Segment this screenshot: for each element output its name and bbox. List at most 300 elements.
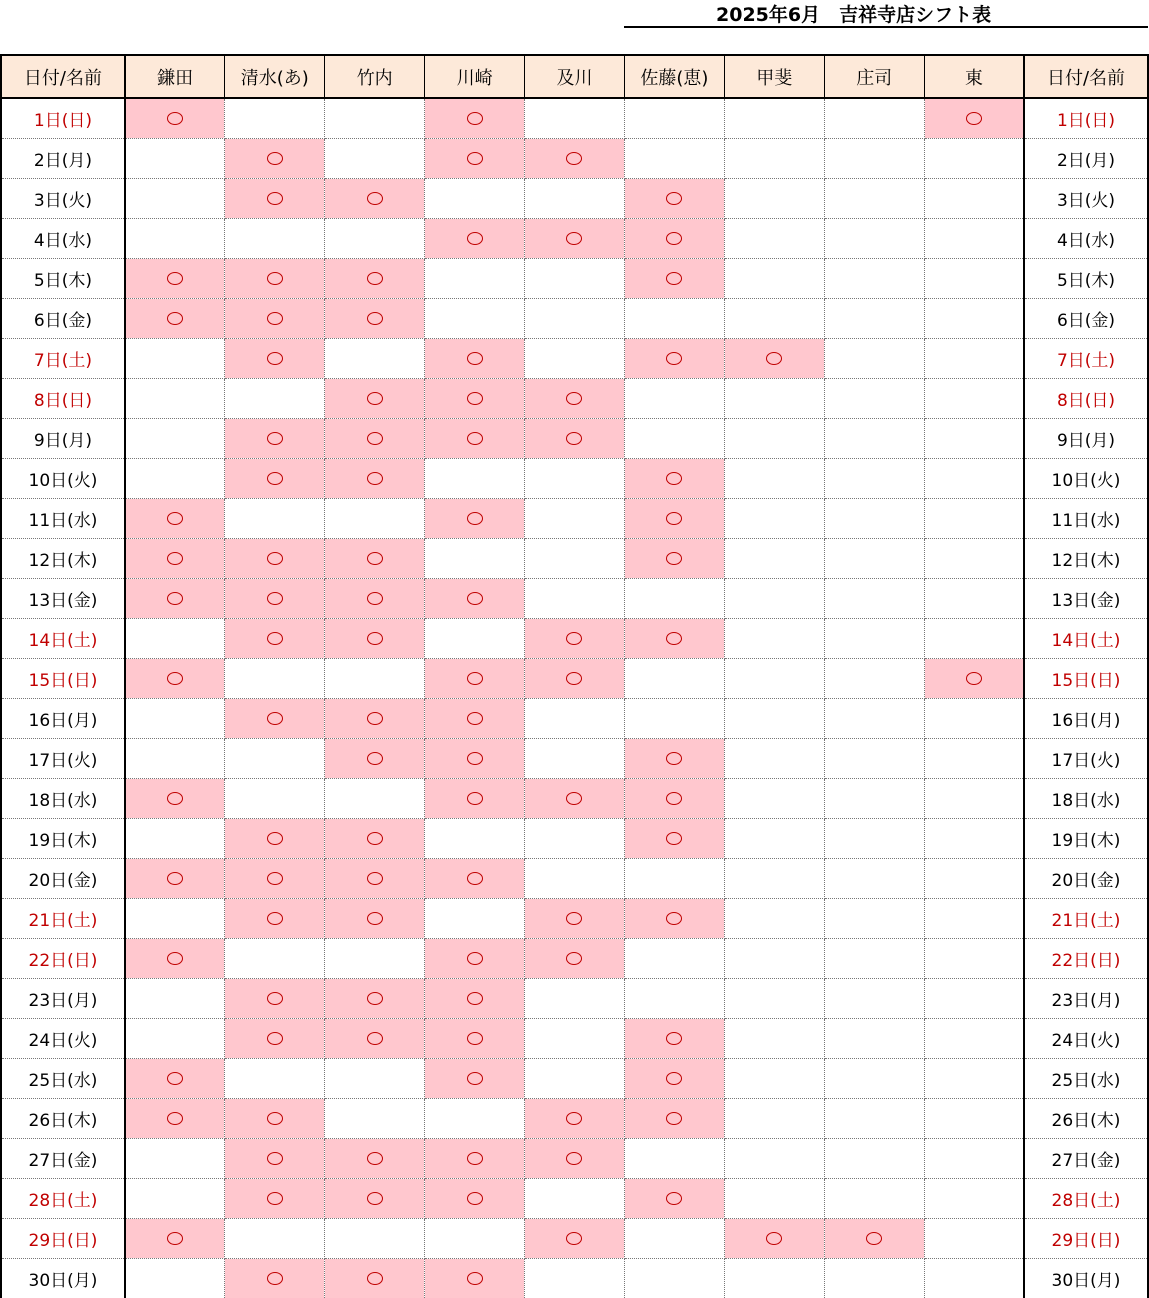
shift-cell[interactable] xyxy=(225,978,325,1018)
shift-cell[interactable] xyxy=(125,258,225,298)
shift-cell[interactable] xyxy=(924,1058,1024,1098)
shift-cell[interactable] xyxy=(525,738,625,778)
shift-cell[interactable] xyxy=(425,178,525,218)
shift-cell[interactable] xyxy=(724,1218,824,1258)
shift-cell[interactable] xyxy=(924,338,1024,378)
shift-cell[interactable] xyxy=(425,138,525,178)
shift-cell[interactable] xyxy=(325,138,425,178)
shift-cell[interactable] xyxy=(924,578,1024,618)
shift-cell[interactable] xyxy=(724,738,824,778)
shift-cell[interactable] xyxy=(425,858,525,898)
shift-cell[interactable] xyxy=(525,378,625,418)
shift-cell[interactable] xyxy=(624,938,724,978)
header-staff-8[interactable]: 東 xyxy=(924,55,1024,98)
shift-cell[interactable] xyxy=(225,1218,325,1258)
shift-cell[interactable] xyxy=(125,898,225,938)
shift-cell[interactable] xyxy=(325,178,425,218)
shift-cell[interactable] xyxy=(824,1258,924,1298)
date-cell-left[interactable]: 17日(火) xyxy=(1,738,125,778)
shift-cell[interactable] xyxy=(125,338,225,378)
shift-cell[interactable] xyxy=(824,458,924,498)
shift-cell[interactable] xyxy=(824,138,924,178)
header-date-right[interactable]: 日付/名前 xyxy=(1024,55,1148,98)
shift-cell[interactable] xyxy=(824,1018,924,1058)
shift-cell[interactable] xyxy=(125,498,225,538)
shift-cell[interactable] xyxy=(924,498,1024,538)
shift-cell[interactable] xyxy=(824,218,924,258)
shift-cell[interactable] xyxy=(525,538,625,578)
shift-cell[interactable] xyxy=(425,738,525,778)
shift-cell[interactable] xyxy=(624,898,724,938)
shift-cell[interactable] xyxy=(724,818,824,858)
header-staff-4[interactable]: 及川 xyxy=(525,55,625,98)
shift-cell[interactable] xyxy=(325,1098,425,1138)
shift-cell[interactable] xyxy=(624,1178,724,1218)
shift-cell[interactable] xyxy=(425,218,525,258)
date-cell-right[interactable]: 15日(日) xyxy=(1024,658,1148,698)
shift-cell[interactable] xyxy=(125,618,225,658)
date-cell-left[interactable]: 8日(日) xyxy=(1,378,125,418)
shift-cell[interactable] xyxy=(824,338,924,378)
header-staff-0[interactable]: 鎌田 xyxy=(125,55,225,98)
shift-cell[interactable] xyxy=(724,1098,824,1138)
shift-cell[interactable] xyxy=(924,658,1024,698)
shift-cell[interactable] xyxy=(624,258,724,298)
shift-cell[interactable] xyxy=(724,538,824,578)
shift-cell[interactable] xyxy=(624,1098,724,1138)
shift-cell[interactable] xyxy=(525,338,625,378)
header-staff-1[interactable]: 清水(あ) xyxy=(225,55,325,98)
date-cell-left[interactable]: 25日(水) xyxy=(1,1058,125,1098)
shift-cell[interactable] xyxy=(525,778,625,818)
shift-cell[interactable] xyxy=(724,578,824,618)
shift-cell[interactable] xyxy=(824,978,924,1018)
shift-cell[interactable] xyxy=(824,538,924,578)
shift-cell[interactable] xyxy=(425,418,525,458)
shift-cell[interactable] xyxy=(425,338,525,378)
shift-cell[interactable] xyxy=(724,258,824,298)
shift-cell[interactable] xyxy=(624,418,724,458)
date-cell-right[interactable]: 25日(水) xyxy=(1024,1058,1148,1098)
date-cell-right[interactable]: 30日(月) xyxy=(1024,1258,1148,1298)
shift-cell[interactable] xyxy=(724,298,824,338)
shift-cell[interactable] xyxy=(724,938,824,978)
shift-cell[interactable] xyxy=(724,458,824,498)
date-cell-right[interactable]: 28日(土) xyxy=(1024,1178,1148,1218)
shift-cell[interactable] xyxy=(325,618,425,658)
header-staff-2[interactable]: 竹内 xyxy=(325,55,425,98)
shift-cell[interactable] xyxy=(125,698,225,738)
date-cell-left[interactable]: 27日(金) xyxy=(1,1138,125,1178)
shift-cell[interactable] xyxy=(125,1098,225,1138)
shift-cell[interactable] xyxy=(924,138,1024,178)
date-cell-right[interactable]: 24日(火) xyxy=(1024,1018,1148,1058)
date-cell-left[interactable]: 6日(金) xyxy=(1,298,125,338)
shift-cell[interactable] xyxy=(325,698,425,738)
shift-cell[interactable] xyxy=(624,778,724,818)
shift-cell[interactable] xyxy=(125,938,225,978)
shift-cell[interactable] xyxy=(924,738,1024,778)
shift-cell[interactable] xyxy=(225,98,325,138)
shift-cell[interactable] xyxy=(624,738,724,778)
shift-cell[interactable] xyxy=(924,1218,1024,1258)
date-cell-right[interactable]: 18日(水) xyxy=(1024,778,1148,818)
shift-cell[interactable] xyxy=(425,578,525,618)
shift-cell[interactable] xyxy=(125,98,225,138)
shift-cell[interactable] xyxy=(125,778,225,818)
shift-cell[interactable] xyxy=(724,1018,824,1058)
shift-cell[interactable] xyxy=(125,738,225,778)
shift-cell[interactable] xyxy=(425,1178,525,1218)
shift-cell[interactable] xyxy=(425,938,525,978)
shift-cell[interactable] xyxy=(525,818,625,858)
shift-cell[interactable] xyxy=(525,938,625,978)
shift-cell[interactable] xyxy=(125,658,225,698)
date-cell-left[interactable]: 7日(土) xyxy=(1,338,125,378)
shift-cell[interactable] xyxy=(624,498,724,538)
shift-cell[interactable] xyxy=(724,778,824,818)
shift-cell[interactable] xyxy=(525,578,625,618)
shift-cell[interactable] xyxy=(525,1178,625,1218)
shift-cell[interactable] xyxy=(924,1258,1024,1298)
shift-cell[interactable] xyxy=(325,418,425,458)
shift-cell[interactable] xyxy=(525,658,625,698)
shift-cell[interactable] xyxy=(724,618,824,658)
date-cell-left[interactable]: 23日(月) xyxy=(1,978,125,1018)
shift-cell[interactable] xyxy=(225,618,325,658)
shift-cell[interactable] xyxy=(225,498,325,538)
shift-cell[interactable] xyxy=(225,778,325,818)
date-cell-left[interactable]: 16日(月) xyxy=(1,698,125,738)
shift-cell[interactable] xyxy=(824,858,924,898)
shift-cell[interactable] xyxy=(924,378,1024,418)
shift-cell[interactable] xyxy=(125,1258,225,1298)
shift-cell[interactable] xyxy=(125,818,225,858)
shift-cell[interactable] xyxy=(724,498,824,538)
shift-cell[interactable] xyxy=(824,898,924,938)
shift-cell[interactable] xyxy=(525,98,625,138)
shift-cell[interactable] xyxy=(225,1058,325,1098)
shift-cell[interactable] xyxy=(624,818,724,858)
shift-cell[interactable] xyxy=(824,1178,924,1218)
shift-cell[interactable] xyxy=(425,978,525,1018)
shift-cell[interactable] xyxy=(924,1178,1024,1218)
date-cell-left[interactable]: 26日(木) xyxy=(1,1098,125,1138)
date-cell-left[interactable]: 21日(土) xyxy=(1,898,125,938)
date-cell-left[interactable]: 20日(金) xyxy=(1,858,125,898)
shift-cell[interactable] xyxy=(525,178,625,218)
shift-cell[interactable] xyxy=(525,218,625,258)
header-staff-5[interactable]: 佐藤(恵) xyxy=(624,55,724,98)
shift-cell[interactable] xyxy=(225,258,325,298)
date-cell-right[interactable]: 16日(月) xyxy=(1024,698,1148,738)
shift-cell[interactable] xyxy=(425,658,525,698)
shift-cell[interactable] xyxy=(824,818,924,858)
shift-cell[interactable] xyxy=(624,178,724,218)
shift-cell[interactable] xyxy=(225,818,325,858)
shift-cell[interactable] xyxy=(425,778,525,818)
shift-cell[interactable] xyxy=(624,138,724,178)
shift-cell[interactable] xyxy=(425,98,525,138)
date-cell-left[interactable]: 2日(月) xyxy=(1,138,125,178)
date-cell-left[interactable]: 5日(木) xyxy=(1,258,125,298)
shift-cell[interactable] xyxy=(325,218,425,258)
shift-cell[interactable] xyxy=(125,218,225,258)
shift-cell[interactable] xyxy=(824,618,924,658)
date-cell-left[interactable]: 13日(金) xyxy=(1,578,125,618)
shift-cell[interactable] xyxy=(425,1218,525,1258)
shift-cell[interactable] xyxy=(425,818,525,858)
shift-cell[interactable] xyxy=(225,1138,325,1178)
shift-cell[interactable] xyxy=(724,218,824,258)
shift-cell[interactable] xyxy=(824,258,924,298)
shift-cell[interactable] xyxy=(225,338,325,378)
shift-cell[interactable] xyxy=(824,298,924,338)
shift-cell[interactable] xyxy=(125,178,225,218)
shift-cell[interactable] xyxy=(325,98,425,138)
date-cell-right[interactable]: 21日(土) xyxy=(1024,898,1148,938)
shift-cell[interactable] xyxy=(924,418,1024,458)
shift-cell[interactable] xyxy=(325,498,425,538)
shift-cell[interactable] xyxy=(525,698,625,738)
shift-cell[interactable] xyxy=(525,418,625,458)
shift-cell[interactable] xyxy=(125,458,225,498)
shift-cell[interactable] xyxy=(425,498,525,538)
date-cell-right[interactable]: 17日(火) xyxy=(1024,738,1148,778)
shift-cell[interactable] xyxy=(125,538,225,578)
shift-cell[interactable] xyxy=(225,738,325,778)
date-cell-left[interactable]: 22日(日) xyxy=(1,938,125,978)
shift-cell[interactable] xyxy=(325,378,425,418)
shift-cell[interactable] xyxy=(624,218,724,258)
date-cell-left[interactable]: 4日(水) xyxy=(1,218,125,258)
shift-cell[interactable] xyxy=(225,1018,325,1058)
shift-cell[interactable] xyxy=(125,1138,225,1178)
date-cell-right[interactable]: 8日(日) xyxy=(1024,378,1148,418)
shift-cell[interactable] xyxy=(525,858,625,898)
shift-cell[interactable] xyxy=(125,138,225,178)
shift-cell[interactable] xyxy=(624,618,724,658)
header-staff-6[interactable]: 甲斐 xyxy=(724,55,824,98)
date-cell-right[interactable]: 11日(水) xyxy=(1024,498,1148,538)
shift-cell[interactable] xyxy=(325,738,425,778)
date-cell-left[interactable]: 19日(木) xyxy=(1,818,125,858)
shift-cell[interactable] xyxy=(624,698,724,738)
shift-cell[interactable] xyxy=(824,178,924,218)
date-cell-left[interactable]: 30日(月) xyxy=(1,1258,125,1298)
shift-cell[interactable] xyxy=(924,1018,1024,1058)
date-cell-right[interactable]: 5日(木) xyxy=(1024,258,1148,298)
date-cell-left[interactable]: 3日(火) xyxy=(1,178,125,218)
date-cell-right[interactable]: 2日(月) xyxy=(1024,138,1148,178)
shift-cell[interactable] xyxy=(724,1058,824,1098)
date-cell-right[interactable]: 23日(月) xyxy=(1024,978,1148,1018)
shift-cell[interactable] xyxy=(125,418,225,458)
shift-cell[interactable] xyxy=(225,418,325,458)
shift-cell[interactable] xyxy=(225,538,325,578)
shift-cell[interactable] xyxy=(724,858,824,898)
shift-cell[interactable] xyxy=(425,538,525,578)
shift-cell[interactable] xyxy=(325,1058,425,1098)
shift-cell[interactable] xyxy=(924,778,1024,818)
date-cell-right[interactable]: 4日(水) xyxy=(1024,218,1148,258)
shift-cell[interactable] xyxy=(425,298,525,338)
shift-cell[interactable] xyxy=(924,538,1024,578)
date-cell-left[interactable]: 15日(日) xyxy=(1,658,125,698)
date-cell-right[interactable]: 1日(日) xyxy=(1024,98,1148,138)
shift-cell[interactable] xyxy=(325,898,425,938)
shift-cell[interactable] xyxy=(525,458,625,498)
shift-cell[interactable] xyxy=(525,138,625,178)
shift-cell[interactable] xyxy=(824,98,924,138)
shift-cell[interactable] xyxy=(824,418,924,458)
shift-cell[interactable] xyxy=(624,1018,724,1058)
shift-cell[interactable] xyxy=(225,218,325,258)
shift-cell[interactable] xyxy=(325,458,425,498)
shift-cell[interactable] xyxy=(325,818,425,858)
shift-cell[interactable] xyxy=(724,1258,824,1298)
date-cell-right[interactable]: 20日(金) xyxy=(1024,858,1148,898)
shift-cell[interactable] xyxy=(425,618,525,658)
date-cell-right[interactable]: 10日(火) xyxy=(1024,458,1148,498)
shift-cell[interactable] xyxy=(325,1178,425,1218)
shift-cell[interactable] xyxy=(525,1258,625,1298)
shift-cell[interactable] xyxy=(425,378,525,418)
date-cell-right[interactable]: 6日(金) xyxy=(1024,298,1148,338)
shift-cell[interactable] xyxy=(824,778,924,818)
shift-cell[interactable] xyxy=(624,378,724,418)
shift-cell[interactable] xyxy=(125,1018,225,1058)
shift-cell[interactable] xyxy=(724,1138,824,1178)
shift-cell[interactable] xyxy=(125,1058,225,1098)
shift-cell[interactable] xyxy=(425,1258,525,1298)
date-cell-right[interactable]: 26日(木) xyxy=(1024,1098,1148,1138)
shift-cell[interactable] xyxy=(824,738,924,778)
shift-cell[interactable] xyxy=(924,618,1024,658)
date-cell-right[interactable]: 19日(木) xyxy=(1024,818,1148,858)
shift-cell[interactable] xyxy=(924,458,1024,498)
shift-cell[interactable] xyxy=(325,1018,425,1058)
shift-cell[interactable] xyxy=(225,698,325,738)
shift-cell[interactable] xyxy=(225,658,325,698)
shift-cell[interactable] xyxy=(225,578,325,618)
header-staff-3[interactable]: 川崎 xyxy=(425,55,525,98)
shift-cell[interactable] xyxy=(924,1098,1024,1138)
shift-cell[interactable] xyxy=(125,298,225,338)
shift-cell[interactable] xyxy=(924,298,1024,338)
shift-cell[interactable] xyxy=(924,1138,1024,1178)
shift-cell[interactable] xyxy=(225,178,325,218)
date-cell-right[interactable]: 14日(土) xyxy=(1024,618,1148,658)
shift-cell[interactable] xyxy=(924,898,1024,938)
shift-cell[interactable] xyxy=(325,578,425,618)
shift-cell[interactable] xyxy=(525,498,625,538)
shift-cell[interactable] xyxy=(824,658,924,698)
shift-cell[interactable] xyxy=(824,1218,924,1258)
shift-cell[interactable] xyxy=(325,778,425,818)
shift-cell[interactable] xyxy=(525,298,625,338)
shift-cell[interactable] xyxy=(425,898,525,938)
shift-cell[interactable] xyxy=(924,218,1024,258)
shift-cell[interactable] xyxy=(824,498,924,538)
date-cell-left[interactable]: 14日(土) xyxy=(1,618,125,658)
shift-cell[interactable] xyxy=(525,1058,625,1098)
shift-cell[interactable] xyxy=(225,138,325,178)
date-cell-left[interactable]: 1日(日) xyxy=(1,98,125,138)
shift-cell[interactable] xyxy=(724,658,824,698)
shift-cell[interactable] xyxy=(225,898,325,938)
shift-cell[interactable] xyxy=(425,1138,525,1178)
shift-cell[interactable] xyxy=(425,258,525,298)
shift-cell[interactable] xyxy=(325,938,425,978)
shift-cell[interactable] xyxy=(125,1178,225,1218)
shift-cell[interactable] xyxy=(624,978,724,1018)
shift-cell[interactable] xyxy=(225,938,325,978)
shift-cell[interactable] xyxy=(824,1058,924,1098)
shift-cell[interactable] xyxy=(425,458,525,498)
shift-cell[interactable] xyxy=(325,338,425,378)
shift-cell[interactable] xyxy=(125,858,225,898)
shift-cell[interactable] xyxy=(525,258,625,298)
shift-cell[interactable] xyxy=(225,298,325,338)
shift-cell[interactable] xyxy=(325,658,425,698)
header-staff-7[interactable]: 庄司 xyxy=(824,55,924,98)
shift-cell[interactable] xyxy=(824,1138,924,1178)
shift-cell[interactable] xyxy=(325,1218,425,1258)
shift-cell[interactable] xyxy=(824,578,924,618)
shift-cell[interactable] xyxy=(325,1258,425,1298)
shift-cell[interactable] xyxy=(325,858,425,898)
header-date-left[interactable]: 日付/名前 xyxy=(1,55,125,98)
date-cell-right[interactable]: 7日(土) xyxy=(1024,338,1148,378)
shift-cell[interactable] xyxy=(924,938,1024,978)
shift-cell[interactable] xyxy=(624,578,724,618)
shift-cell[interactable] xyxy=(724,698,824,738)
date-cell-right[interactable]: 3日(火) xyxy=(1024,178,1148,218)
shift-cell[interactable] xyxy=(525,1218,625,1258)
date-cell-right[interactable]: 27日(金) xyxy=(1024,1138,1148,1178)
shift-cell[interactable] xyxy=(924,858,1024,898)
shift-cell[interactable] xyxy=(824,1098,924,1138)
shift-cell[interactable] xyxy=(624,658,724,698)
shift-cell[interactable] xyxy=(425,1098,525,1138)
shift-cell[interactable] xyxy=(624,1258,724,1298)
shift-cell[interactable] xyxy=(924,178,1024,218)
date-cell-left[interactable]: 28日(土) xyxy=(1,1178,125,1218)
shift-cell[interactable] xyxy=(624,98,724,138)
shift-cell[interactable] xyxy=(624,1218,724,1258)
shift-cell[interactable] xyxy=(525,898,625,938)
shift-cell[interactable] xyxy=(924,978,1024,1018)
shift-cell[interactable] xyxy=(624,338,724,378)
date-cell-left[interactable]: 12日(木) xyxy=(1,538,125,578)
shift-cell[interactable] xyxy=(525,1138,625,1178)
shift-cell[interactable] xyxy=(624,1058,724,1098)
shift-cell[interactable] xyxy=(225,1178,325,1218)
shift-cell[interactable] xyxy=(724,1178,824,1218)
date-cell-left[interactable]: 18日(水) xyxy=(1,778,125,818)
shift-cell[interactable] xyxy=(325,298,425,338)
shift-cell[interactable] xyxy=(724,378,824,418)
shift-cell[interactable] xyxy=(325,258,425,298)
shift-cell[interactable] xyxy=(125,378,225,418)
shift-cell[interactable] xyxy=(125,978,225,1018)
date-cell-right[interactable]: 22日(日) xyxy=(1024,938,1148,978)
shift-cell[interactable] xyxy=(225,378,325,418)
shift-cell[interactable] xyxy=(624,458,724,498)
shift-cell[interactable] xyxy=(425,698,525,738)
date-cell-left[interactable]: 10日(火) xyxy=(1,458,125,498)
